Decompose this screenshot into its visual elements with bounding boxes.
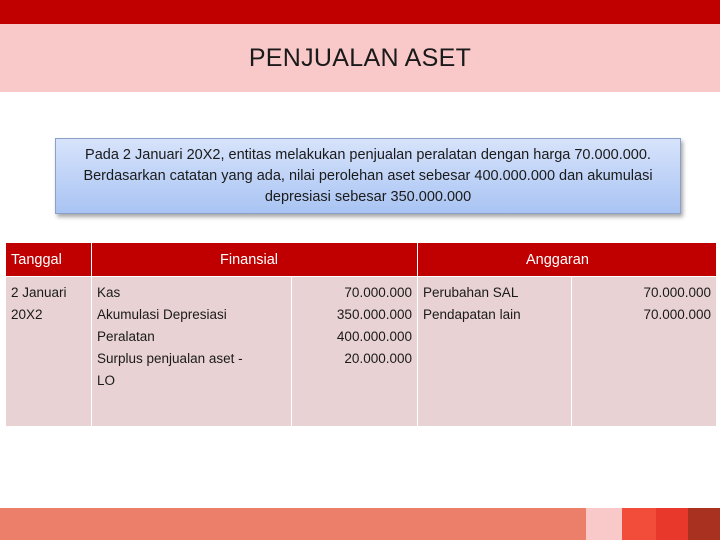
slide-title: PENJUALAN ASET: [248, 43, 472, 72]
header-finansial: Finansial: [92, 243, 418, 277]
bottom-strip-segment: [688, 508, 720, 540]
bottom-strip-segment: [622, 508, 656, 540]
cell-tanggal: 2 Januari 20X2: [6, 277, 92, 427]
journal-table: [5, 242, 717, 427]
header-anggaran: Anggaran: [418, 243, 717, 277]
cell-fin-accounts: Kas Akumulasi Depresiasi Peralatan Surplus penjualan aset - LO: [92, 277, 292, 427]
table-header-row: [6, 243, 717, 277]
bottom-strip-segment: [656, 508, 688, 540]
bottom-strip-segment: [586, 508, 622, 540]
top-accent-bar: [0, 0, 720, 24]
bottom-decor-strip: [0, 508, 720, 540]
cell-fin-amounts: 70.000.000 350.000.000 400.000.000 20.000.000: [292, 277, 418, 427]
description-text: Pada 2 Januari 20X2, entitas melakukan penjualan peralatan dengan harga 70.000.000. Berdasarkan catatan yang ada, nilai perolehan aset sebesar 400.000.000 dan akumulasi depresiasi sebesar 350.000.000: [83, 146, 653, 205]
title-band: [0, 24, 720, 92]
header-tanggal: Tanggal: [6, 243, 92, 277]
description-box: [55, 138, 681, 214]
cell-ang-accounts: Perubahan SAL Pendapatan lain: [418, 277, 572, 427]
bottom-strip-segment: [0, 508, 586, 540]
table-row: [6, 277, 717, 427]
cell-ang-amounts: 70.000.000 70.000.000: [572, 277, 717, 427]
